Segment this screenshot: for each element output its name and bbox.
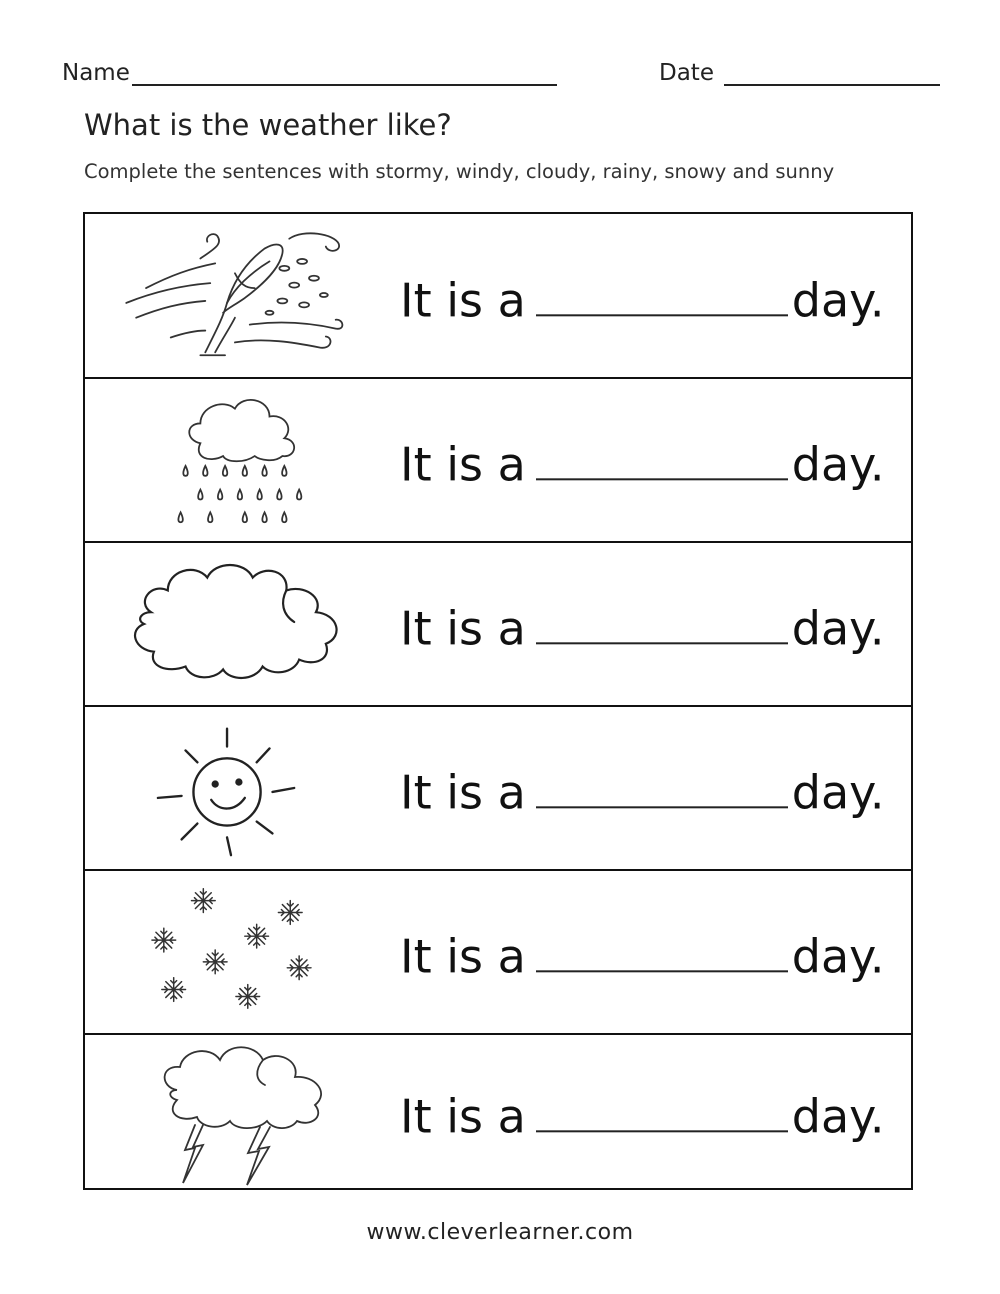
worksheet-title: What is the weather like?	[84, 108, 452, 142]
windy-icon	[105, 214, 355, 377]
sentence-suffix: day.	[791, 929, 885, 984]
exercise-row	[85, 1035, 911, 1188]
answer-blank[interactable]	[536, 314, 788, 316]
sentence	[400, 437, 884, 491]
sentence-suffix: day.	[791, 1088, 885, 1143]
sentence	[400, 929, 884, 983]
sentence-prefix: It is a	[400, 1088, 526, 1143]
sun-icon	[105, 707, 355, 869]
header-fields	[62, 58, 942, 92]
sentence-suffix: day.	[791, 601, 885, 656]
sentence	[400, 765, 884, 819]
sentence	[400, 1089, 884, 1143]
exercise-row	[85, 707, 911, 871]
exercise-table	[83, 212, 913, 1190]
instructions: Complete the sentences with stormy, windy, cloudy, rainy, snowy and sunny	[84, 160, 835, 183]
sentence	[400, 601, 884, 655]
exercise-row	[85, 214, 911, 379]
sentence-suffix: day.	[791, 272, 885, 327]
date-field[interactable]	[724, 84, 940, 86]
snowflakes-icon	[105, 871, 355, 1033]
sentence	[400, 273, 884, 327]
website-footer: www.cleverlearner.com	[366, 1220, 634, 1245]
exercise-row	[85, 871, 911, 1035]
storm-cloud-icon	[105, 1035, 355, 1188]
cloud-icon	[105, 543, 355, 705]
date-label: Date	[659, 60, 714, 86]
answer-blank[interactable]	[536, 806, 788, 808]
sentence-prefix: It is a	[400, 272, 526, 327]
exercise-row	[85, 379, 911, 543]
answer-blank[interactable]	[536, 1130, 788, 1132]
answer-blank[interactable]	[536, 478, 788, 480]
sentence-prefix: It is a	[400, 437, 526, 492]
name-label: Name	[62, 60, 130, 86]
name-field[interactable]	[132, 84, 557, 86]
rain-cloud-icon	[105, 379, 355, 541]
sentence-suffix: day.	[791, 437, 885, 492]
sentence-prefix: It is a	[400, 765, 526, 820]
sentence-prefix: It is a	[400, 601, 526, 656]
answer-blank[interactable]	[536, 970, 788, 972]
sentence-suffix: day.	[791, 765, 885, 820]
sentence-prefix: It is a	[400, 929, 526, 984]
answer-blank[interactable]	[536, 642, 788, 644]
exercise-row	[85, 543, 911, 707]
